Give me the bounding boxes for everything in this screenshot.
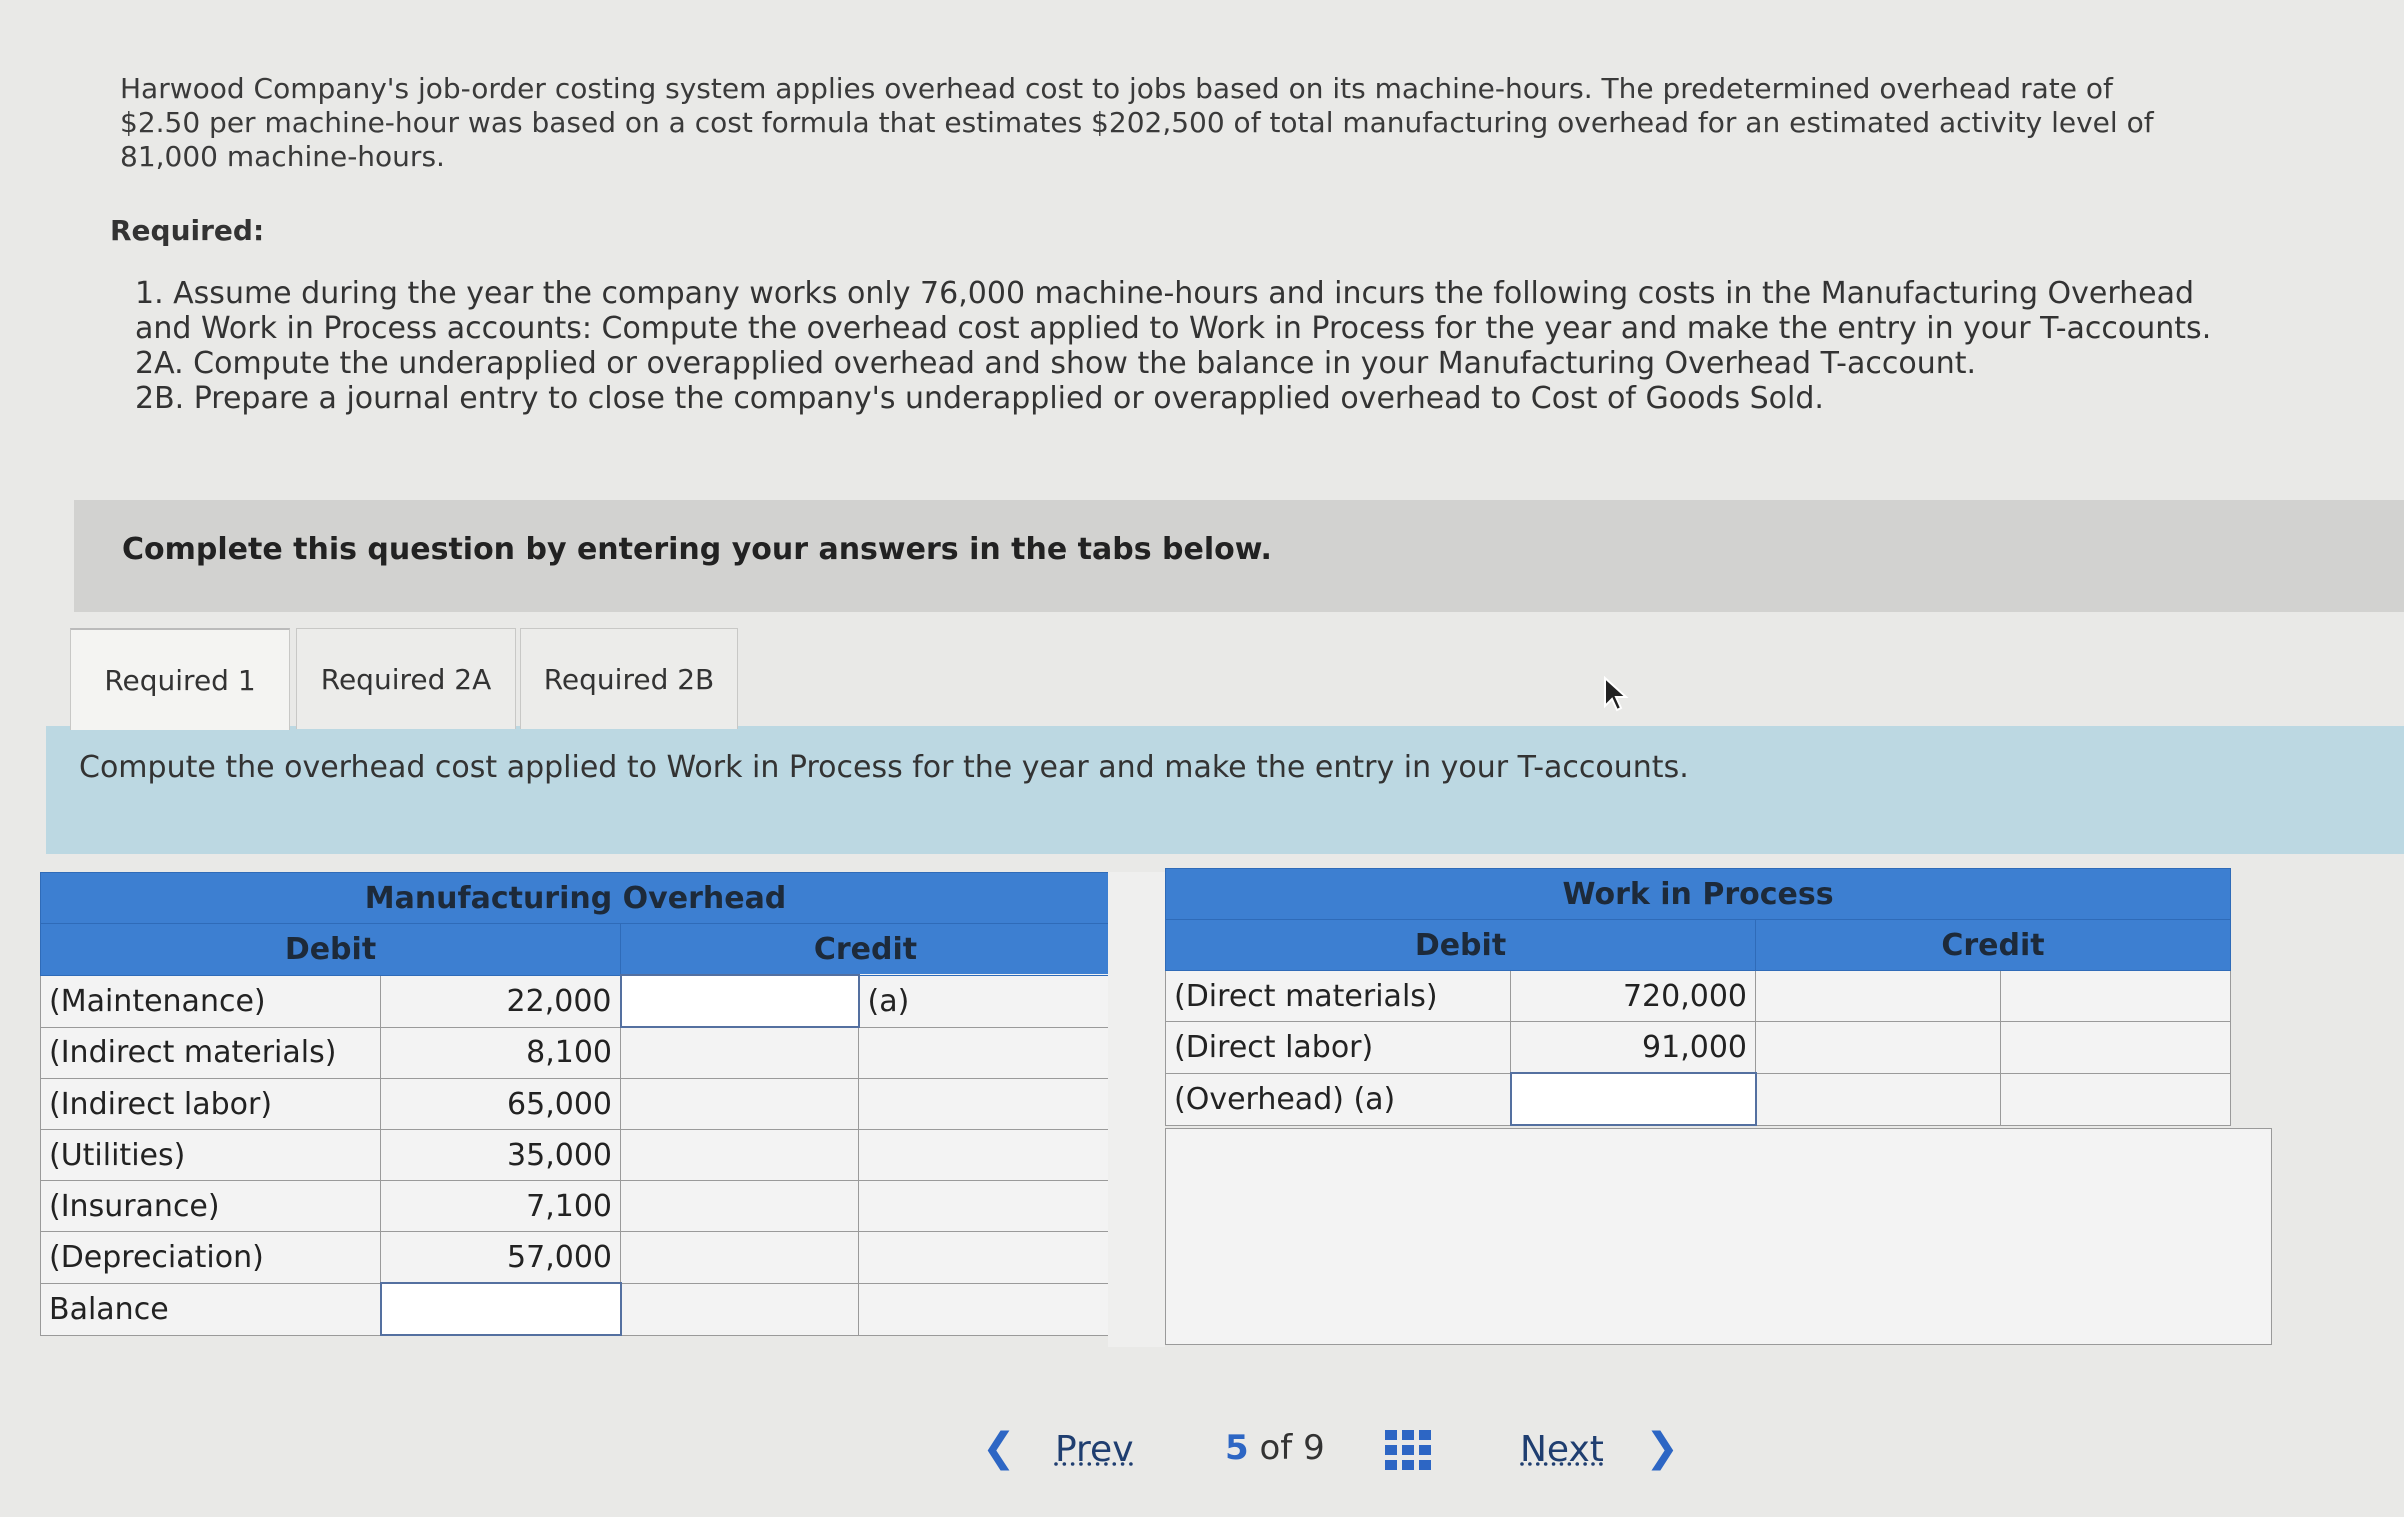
mo-row-label: (Depreciation) [41,1232,381,1284]
mo-row-value: 8,100 [381,1027,621,1079]
instruction-text: Complete this question by entering your answers in the tabs below. [122,532,1272,567]
table-row [41,1181,1111,1232]
table-row [1166,1022,2231,1074]
table-row [41,1027,1111,1079]
mo-balance-label: Balance [41,1283,381,1335]
tab-required-2a[interactable]: Required 2A [296,628,516,729]
chevron-right-icon: ❯ [1645,1425,1679,1471]
requirement-1: 1. Assume during the year the company works only 76,000 machine-hours and incurs the following costs in the Manufacturing Overhead and Work in Process accounts: Compute the overhead cost applied to Work in Process for the year and make the entry in your T-accounts. [135,276,2212,346]
tab-required-2b[interactable]: Required 2B [520,628,738,729]
requirement-2b: 2B. Prepare a journal entry to close the company's underapplied or overapplied overhead to Cost of Goods Sold. [135,381,1824,416]
tab-required-1[interactable]: Required 1 [70,628,290,730]
page-indicator [1225,1428,1325,1468]
current-page: 5 [1225,1428,1249,1468]
wip-row-label: (Direct labor) [1166,1022,1511,1074]
table-row [1166,1073,2231,1125]
wip-row-label: (Overhead) (a) [1166,1073,1511,1125]
manufacturing-overhead-t-account [40,872,1111,1336]
mouse-cursor-icon [1603,676,1629,712]
mo-row-label: (Maintenance) [41,975,381,1027]
wip-row-value: 720,000 [1511,971,1756,1022]
requirements-list [135,276,2235,416]
wip-row-value: 91,000 [1511,1022,1756,1074]
next-button[interactable] [1520,1425,1679,1471]
mo-row-label: (Insurance) [41,1181,381,1232]
total-pages: 9 [1303,1428,1325,1468]
table-row [41,1232,1111,1284]
table-row [41,1130,1111,1181]
task-text: Compute the overhead cost applied to Work in Process for the year and make the entry in your T-accounts. [79,750,1689,785]
problem-intro: Harwood Company's job-order costing system applies overhead cost to jobs based on its machine-hours. The predetermined overhead rate of $2.50 per machine-hour was based on a cost formula that estimates $202,500 of total manufacturing overhead for an estimated activity level of 81,000 machine-hours. [120,72,2154,173]
required-heading: Required: [110,214,265,247]
mo-title: Manufacturing Overhead [41,873,1111,924]
mo-row-label: (Indirect labor) [41,1079,381,1130]
mo-row-value: 35,000 [381,1130,621,1181]
grid-menu-icon[interactable] [1385,1430,1431,1470]
table-row [41,1079,1111,1130]
work-in-process-t-account [1165,868,2231,1126]
mo-row-label: (Utilities) [41,1130,381,1181]
mo-debit-header: Debit [41,924,621,976]
table-row [41,975,1111,1027]
mo-credit-header: Credit [621,924,1111,976]
table-row [41,1283,1111,1335]
prev-button[interactable] [982,1425,1134,1471]
next-label[interactable]: Next [1520,1429,1604,1470]
page-of-label: of [1259,1428,1293,1468]
mo-row-value: 65,000 [381,1079,621,1130]
mo-row-value: 57,000 [381,1232,621,1284]
wip-debit-header: Debit [1166,920,1756,971]
mo-row-label: (Indirect materials) [41,1027,381,1079]
task-banner [46,726,2404,854]
wip-credit-header: Credit [1756,920,2231,971]
table-row [1166,971,2231,1022]
wip-title: Work in Process [1166,869,2231,920]
mo-row-value: 22,000 [381,975,621,1027]
wip-row-label: (Direct materials) [1166,971,1511,1022]
mo-credit-applied-input[interactable] [621,975,859,1027]
wip-overhead-applied-input[interactable] [1511,1073,1756,1125]
requirement-2a: 2A. Compute the underapplied or overapplied overhead and show the balance in your Manufacturing Overhead T-account. [135,346,1977,381]
t-account-gap [1108,872,1165,1347]
mo-balance-input[interactable] [381,1283,621,1335]
mo-credit-ref: (a) [859,975,1111,1027]
prev-label[interactable]: Prev [1054,1429,1134,1470]
wip-empty-area [1165,1128,2272,1345]
instruction-banner [74,500,2404,612]
chevron-left-icon: ❮ [982,1425,1016,1471]
mo-row-value: 7,100 [381,1181,621,1232]
